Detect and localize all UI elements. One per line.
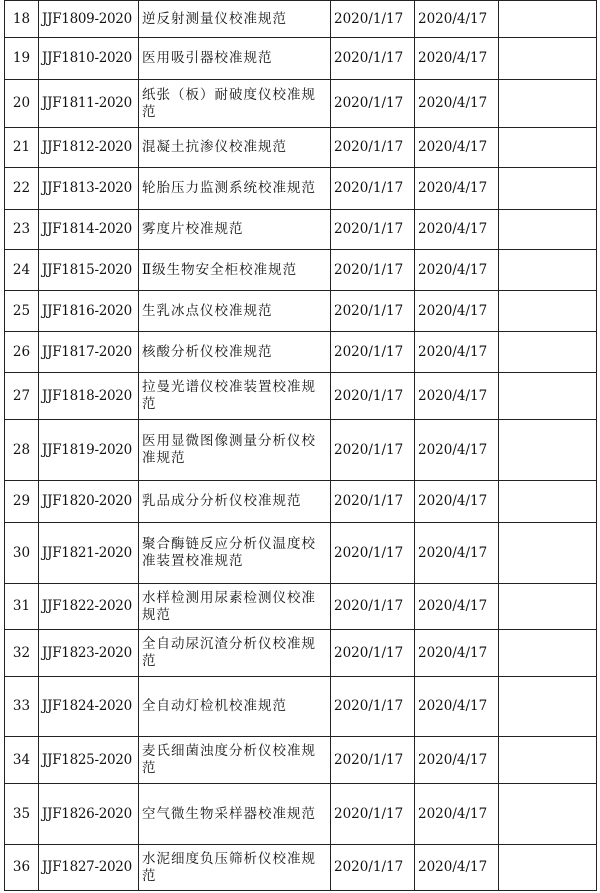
issue-date: 2020/1/17 xyxy=(331,523,415,584)
empty-cell xyxy=(499,128,597,168)
effective-date: 2020/4/17 xyxy=(415,584,499,630)
issue-date: 2020/1/17 xyxy=(331,210,415,250)
effective-date: 2020/4/17 xyxy=(415,210,499,250)
table-row xyxy=(5,38,597,80)
standard-code: JJF1827-2020 xyxy=(39,845,139,891)
row-number: 27 xyxy=(5,373,39,420)
table-row xyxy=(5,80,597,128)
standard-name: 雾度片校准规范 xyxy=(139,210,331,250)
empty-cell xyxy=(499,523,597,584)
standard-code: JJF1820-2020 xyxy=(39,481,139,523)
table-row xyxy=(5,584,597,630)
effective-date: 2020/4/17 xyxy=(415,38,499,80)
empty-cell xyxy=(499,373,597,420)
standard-code: JJF1825-2020 xyxy=(39,737,139,784)
row-number: 24 xyxy=(5,250,39,291)
issue-date: 2020/1/17 xyxy=(331,80,415,128)
row-number: 30 xyxy=(5,523,39,584)
standard-name: Ⅱ级生物安全柜校准规范 xyxy=(139,250,331,291)
empty-cell xyxy=(499,584,597,630)
issue-date: 2020/1/17 xyxy=(331,291,415,332)
table-row xyxy=(5,420,597,481)
empty-cell xyxy=(499,1,597,38)
effective-date: 2020/4/17 xyxy=(415,80,499,128)
table-row xyxy=(5,373,597,420)
standard-name: 轮胎压力监测系统校准规范 xyxy=(139,168,331,210)
standards-table-body xyxy=(5,1,597,891)
effective-date: 2020/4/17 xyxy=(415,845,499,891)
row-number: 20 xyxy=(5,80,39,128)
issue-date: 2020/1/17 xyxy=(331,677,415,737)
row-number: 29 xyxy=(5,481,39,523)
issue-date: 2020/1/17 xyxy=(331,584,415,630)
table-row xyxy=(5,677,597,737)
empty-cell xyxy=(499,845,597,891)
row-number: 25 xyxy=(5,291,39,332)
standard-code: JJF1809-2020 xyxy=(39,1,139,38)
empty-cell xyxy=(499,332,597,373)
issue-date: 2020/1/17 xyxy=(331,784,415,845)
standard-name: 逆反射测量仪校准规范 xyxy=(139,1,331,38)
table-row xyxy=(5,784,597,845)
empty-cell xyxy=(499,38,597,80)
issue-date: 2020/1/17 xyxy=(331,845,415,891)
effective-date: 2020/4/17 xyxy=(415,420,499,481)
table-row xyxy=(5,210,597,250)
effective-date: 2020/4/17 xyxy=(415,1,499,38)
effective-date: 2020/4/17 xyxy=(415,291,499,332)
standard-code: JJF1810-2020 xyxy=(39,38,139,80)
standard-code: JJF1818-2020 xyxy=(39,373,139,420)
row-number: 33 xyxy=(5,677,39,737)
row-number: 28 xyxy=(5,420,39,481)
issue-date: 2020/1/17 xyxy=(331,38,415,80)
row-number: 18 xyxy=(5,1,39,38)
row-number: 19 xyxy=(5,38,39,80)
empty-cell xyxy=(499,291,597,332)
effective-date: 2020/4/17 xyxy=(415,332,499,373)
table-row xyxy=(5,332,597,373)
empty-cell xyxy=(499,420,597,481)
table-row xyxy=(5,250,597,291)
issue-date: 2020/1/17 xyxy=(331,1,415,38)
standard-code: JJF1823-2020 xyxy=(39,630,139,677)
table-row xyxy=(5,291,597,332)
empty-cell xyxy=(499,481,597,523)
standard-name: 聚合酶链反应分析仪温度校准装置校准规范 xyxy=(139,523,331,584)
empty-cell xyxy=(499,80,597,128)
effective-date: 2020/4/17 xyxy=(415,523,499,584)
effective-date: 2020/4/17 xyxy=(415,373,499,420)
issue-date: 2020/1/17 xyxy=(331,420,415,481)
standard-code: JJF1814-2020 xyxy=(39,210,139,250)
standard-name: 生乳冰点仪校准规范 xyxy=(139,291,331,332)
empty-cell xyxy=(499,784,597,845)
table-row xyxy=(5,168,597,210)
table-row xyxy=(5,845,597,891)
row-number: 21 xyxy=(5,128,39,168)
standard-name: 核酸分析仪校准规范 xyxy=(139,332,331,373)
issue-date: 2020/1/17 xyxy=(331,128,415,168)
standard-code: JJF1817-2020 xyxy=(39,332,139,373)
standards-table xyxy=(4,0,597,891)
table-row xyxy=(5,737,597,784)
standard-code: JJF1811-2020 xyxy=(39,80,139,128)
empty-cell xyxy=(499,630,597,677)
row-number: 22 xyxy=(5,168,39,210)
issue-date: 2020/1/17 xyxy=(331,630,415,677)
standard-code: JJF1813-2020 xyxy=(39,168,139,210)
row-number: 34 xyxy=(5,737,39,784)
table-row xyxy=(5,630,597,677)
issue-date: 2020/1/17 xyxy=(331,373,415,420)
empty-cell xyxy=(499,677,597,737)
standard-name: 全自动灯检机校准规范 xyxy=(139,677,331,737)
issue-date: 2020/1/17 xyxy=(331,250,415,291)
standard-code: JJF1824-2020 xyxy=(39,677,139,737)
effective-date: 2020/4/17 xyxy=(415,630,499,677)
row-number: 31 xyxy=(5,584,39,630)
standard-code: JJF1826-2020 xyxy=(39,784,139,845)
effective-date: 2020/4/17 xyxy=(415,481,499,523)
standard-name: 全自动尿沉渣分析仪校准规范 xyxy=(139,630,331,677)
standard-code: JJF1822-2020 xyxy=(39,584,139,630)
issue-date: 2020/1/17 xyxy=(331,168,415,210)
row-number: 26 xyxy=(5,332,39,373)
standard-name: 水泥细度负压筛析仪校准规范 xyxy=(139,845,331,891)
effective-date: 2020/4/17 xyxy=(415,677,499,737)
standard-name: 水样检测用尿素检测仪校准规范 xyxy=(139,584,331,630)
standard-code: JJF1812-2020 xyxy=(39,128,139,168)
standard-name: 混凝土抗渗仪校准规范 xyxy=(139,128,331,168)
row-number: 36 xyxy=(5,845,39,891)
issue-date: 2020/1/17 xyxy=(331,737,415,784)
standard-name: 纸张（板）耐破度仪校准规范 xyxy=(139,80,331,128)
table-row xyxy=(5,523,597,584)
row-number: 23 xyxy=(5,210,39,250)
empty-cell xyxy=(499,250,597,291)
standard-name: 乳品成分分析仪校准规范 xyxy=(139,481,331,523)
standard-code: JJF1816-2020 xyxy=(39,291,139,332)
empty-cell xyxy=(499,737,597,784)
standard-name: 拉曼光谱仪校准装置校准规范 xyxy=(139,373,331,420)
table-row xyxy=(5,481,597,523)
effective-date: 2020/4/17 xyxy=(415,128,499,168)
standard-name: 麦氏细菌浊度分析仪校准规范 xyxy=(139,737,331,784)
table-row xyxy=(5,1,597,38)
standard-name: 医用吸引器校准规范 xyxy=(139,38,331,80)
row-number: 35 xyxy=(5,784,39,845)
standard-code: JJF1819-2020 xyxy=(39,420,139,481)
standard-name: 空气微生物采样器校准规范 xyxy=(139,784,331,845)
issue-date: 2020/1/17 xyxy=(331,481,415,523)
standard-name: 医用显微图像测量分析仪校准规范 xyxy=(139,420,331,481)
table-row xyxy=(5,128,597,168)
effective-date: 2020/4/17 xyxy=(415,784,499,845)
empty-cell xyxy=(499,210,597,250)
effective-date: 2020/4/17 xyxy=(415,737,499,784)
row-number: 32 xyxy=(5,630,39,677)
empty-cell xyxy=(499,168,597,210)
standard-code: JJF1815-2020 xyxy=(39,250,139,291)
effective-date: 2020/4/17 xyxy=(415,250,499,291)
standard-code: JJF1821-2020 xyxy=(39,523,139,584)
issue-date: 2020/1/17 xyxy=(331,332,415,373)
effective-date: 2020/4/17 xyxy=(415,168,499,210)
